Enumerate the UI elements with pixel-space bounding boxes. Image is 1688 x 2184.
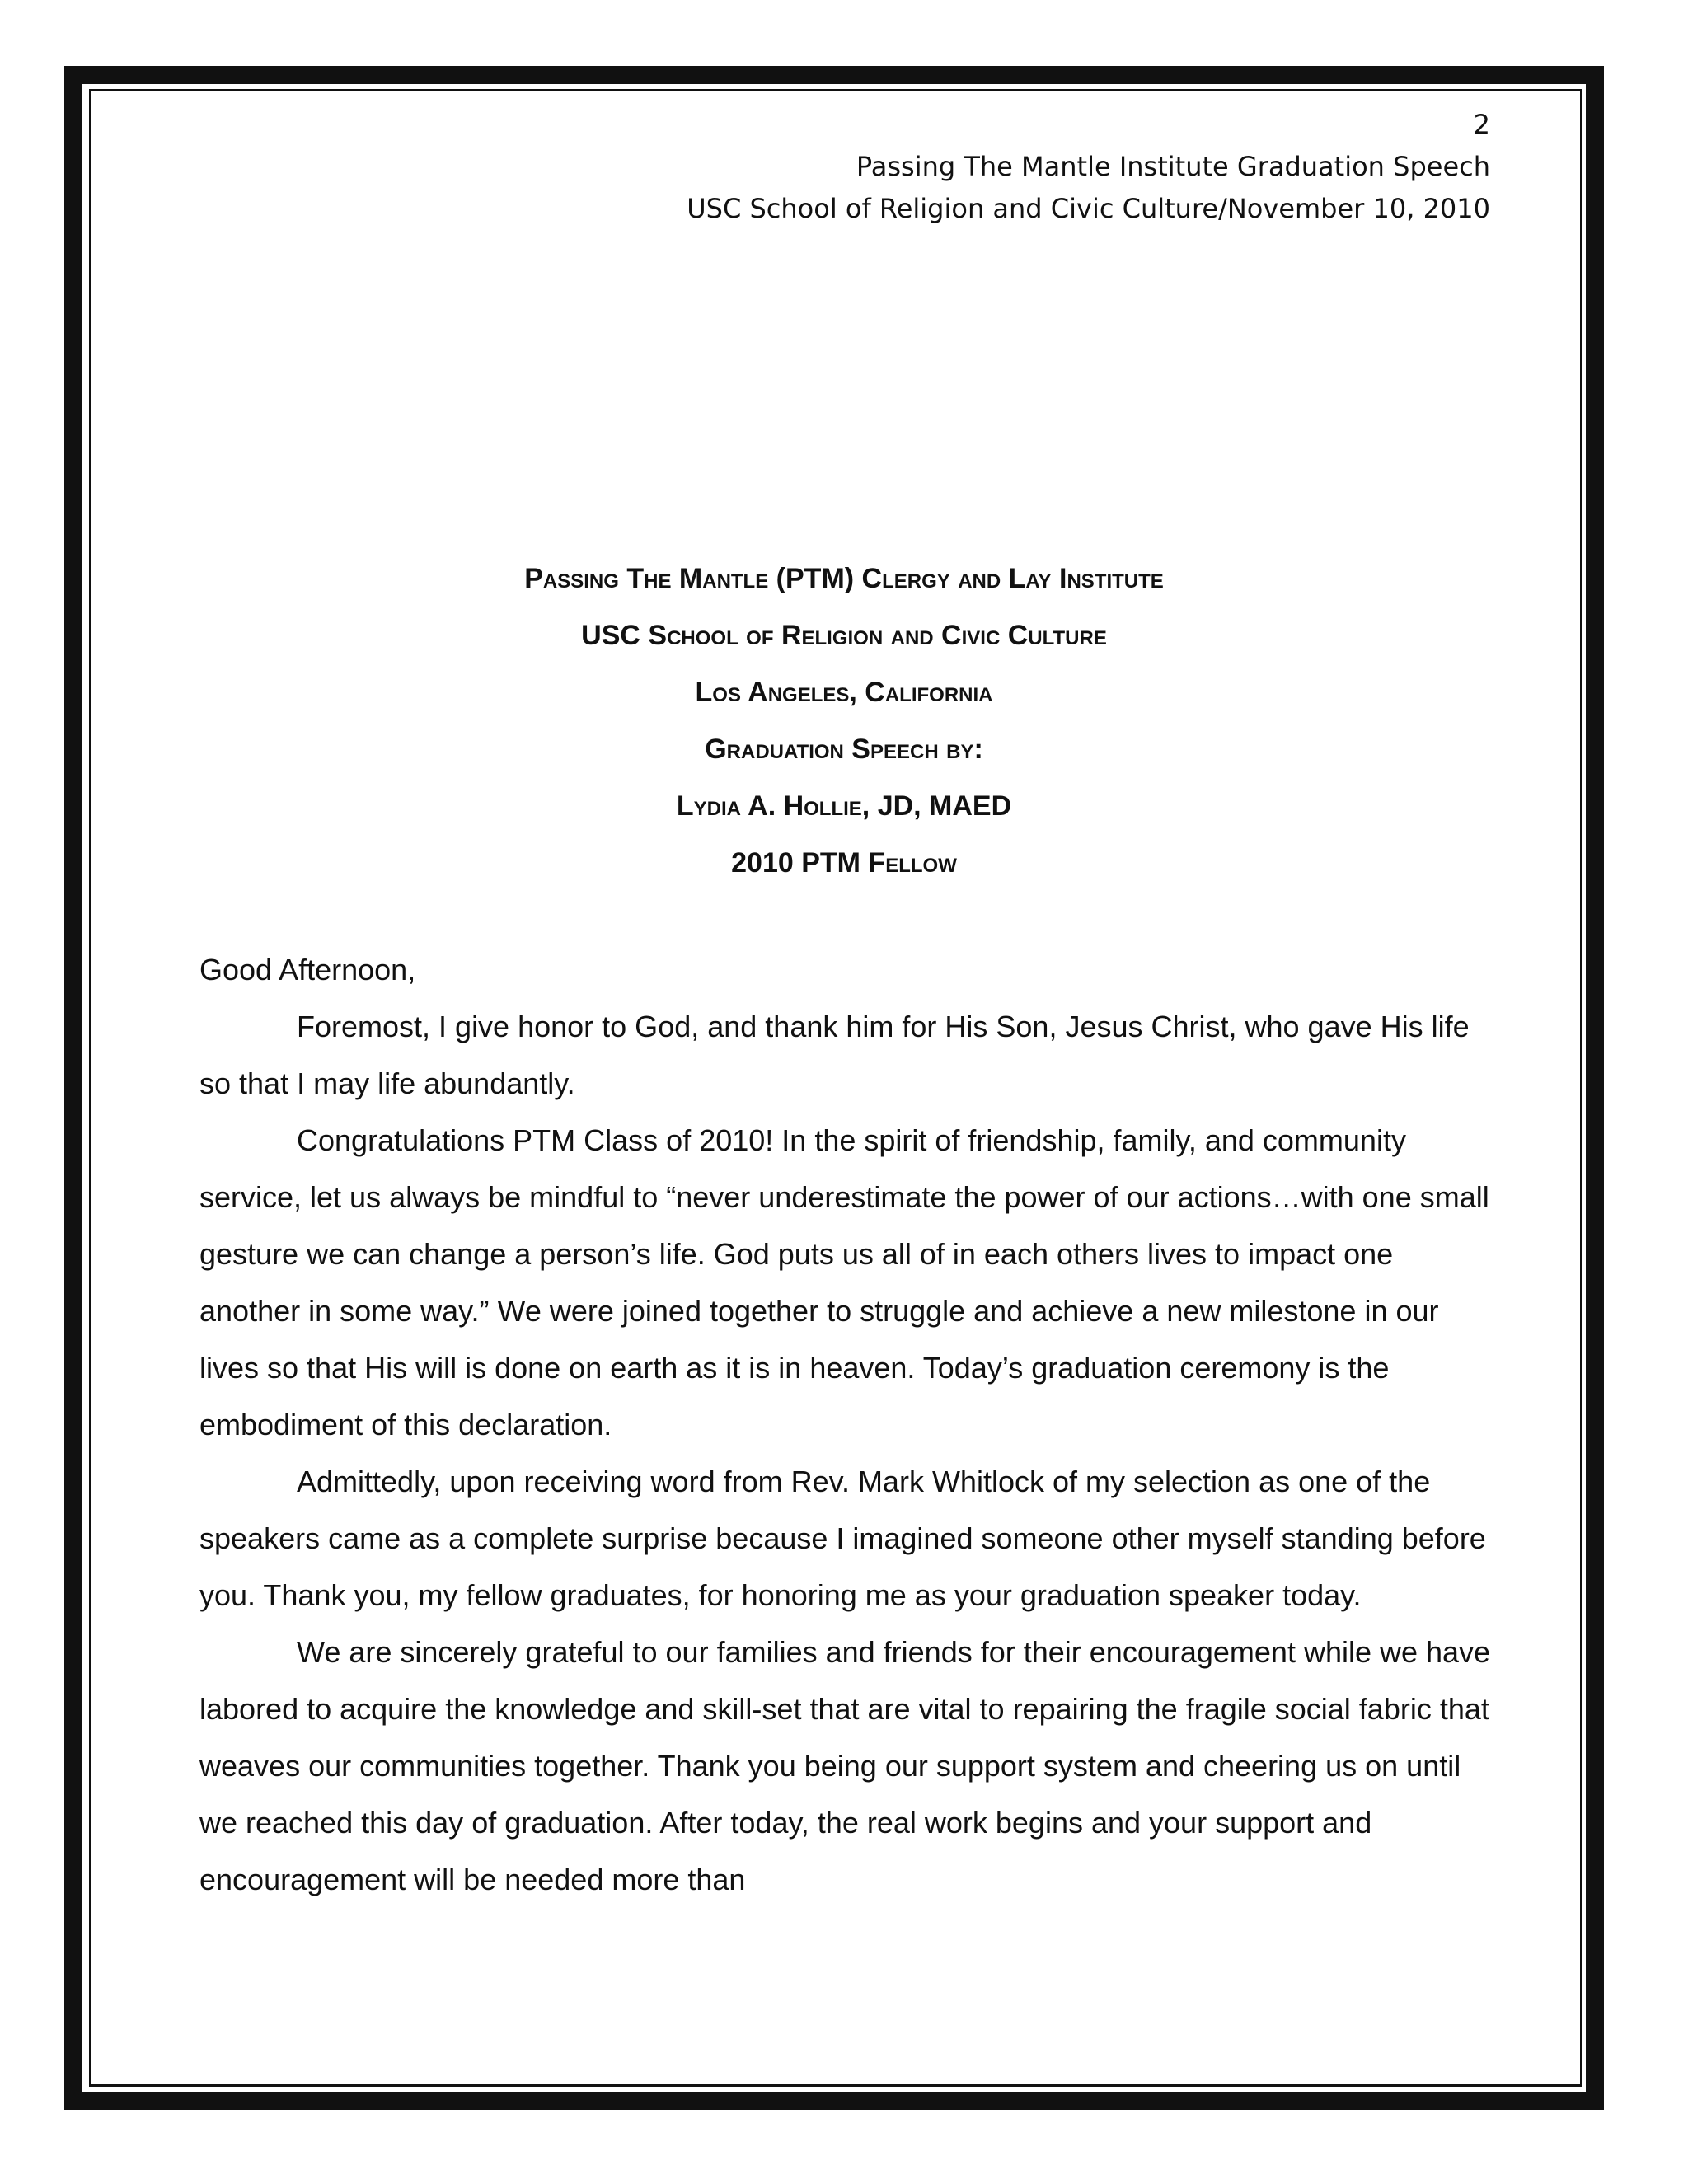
paragraph-4: We are sincerely grateful to our families and friends for their encouragement while we have labored to acquire the knowledge and skill-set that are vital to repairing the fragile social fabric that weaves our communities together. Thank you being our support system and cheering us on until we reached this day of graduation. After today, the real work begins and your support and encouragement will be needed more than [199,1635,1491,1896]
title-line-2: USC School of Religion and Civic Culture [581,620,1107,651]
header-line-1: Passing The Mantle Institute Graduation Speech [856,151,1490,182]
speech-body [199,941,1502,1908]
paragraph-3: Admittedly, upon receiving word from Rev. Mark Whitlock of my selection as one of the speakers came as a complete surprise because I imagined someone other myself standing before you. Thank you, my fellow graduates, for honoring me as your graduation speaker today. [199,1465,1486,1612]
title-line-6: 2010 PTM Fellow [731,847,957,879]
header-line-2: USC School of Religion and Civic Culture/November 10, 2010 [687,193,1490,224]
paragraph-2: Congratulations PTM Class of 2010! In the spirit of friendship, family, and community service, let us always be mindful to “never underestimate the power of our actions…with one small gesture we can change a person’s life. God puts us all of in each others lives to impact one another in some way.” We were joined together to struggle and achieve a new milestone in our lives so that His will is done on earth as it is in heaven. Today’s graduation ceremony is the embodiment of this declaration. [199,1123,1489,1441]
running-header [336,104,1490,230]
title-line-4: Graduation Speech by: [705,733,983,765]
paragraph-1: Foremost, I give honor to God, and thank him for His Son, Jesus Christ, who gave His life so that I may life abundantly. [199,1010,1470,1100]
title-line-1: Passing The Mantle (PTM) Clergy and Lay Institute [524,563,1164,594]
title-block [198,551,1490,892]
salutation: Good Afternoon, [199,953,416,987]
title-line-5: Lydia A. Hollie, JD, MAED [676,790,1012,822]
title-line-3: Los Angeles, California [695,677,993,708]
page-number: 2 [1473,109,1490,140]
